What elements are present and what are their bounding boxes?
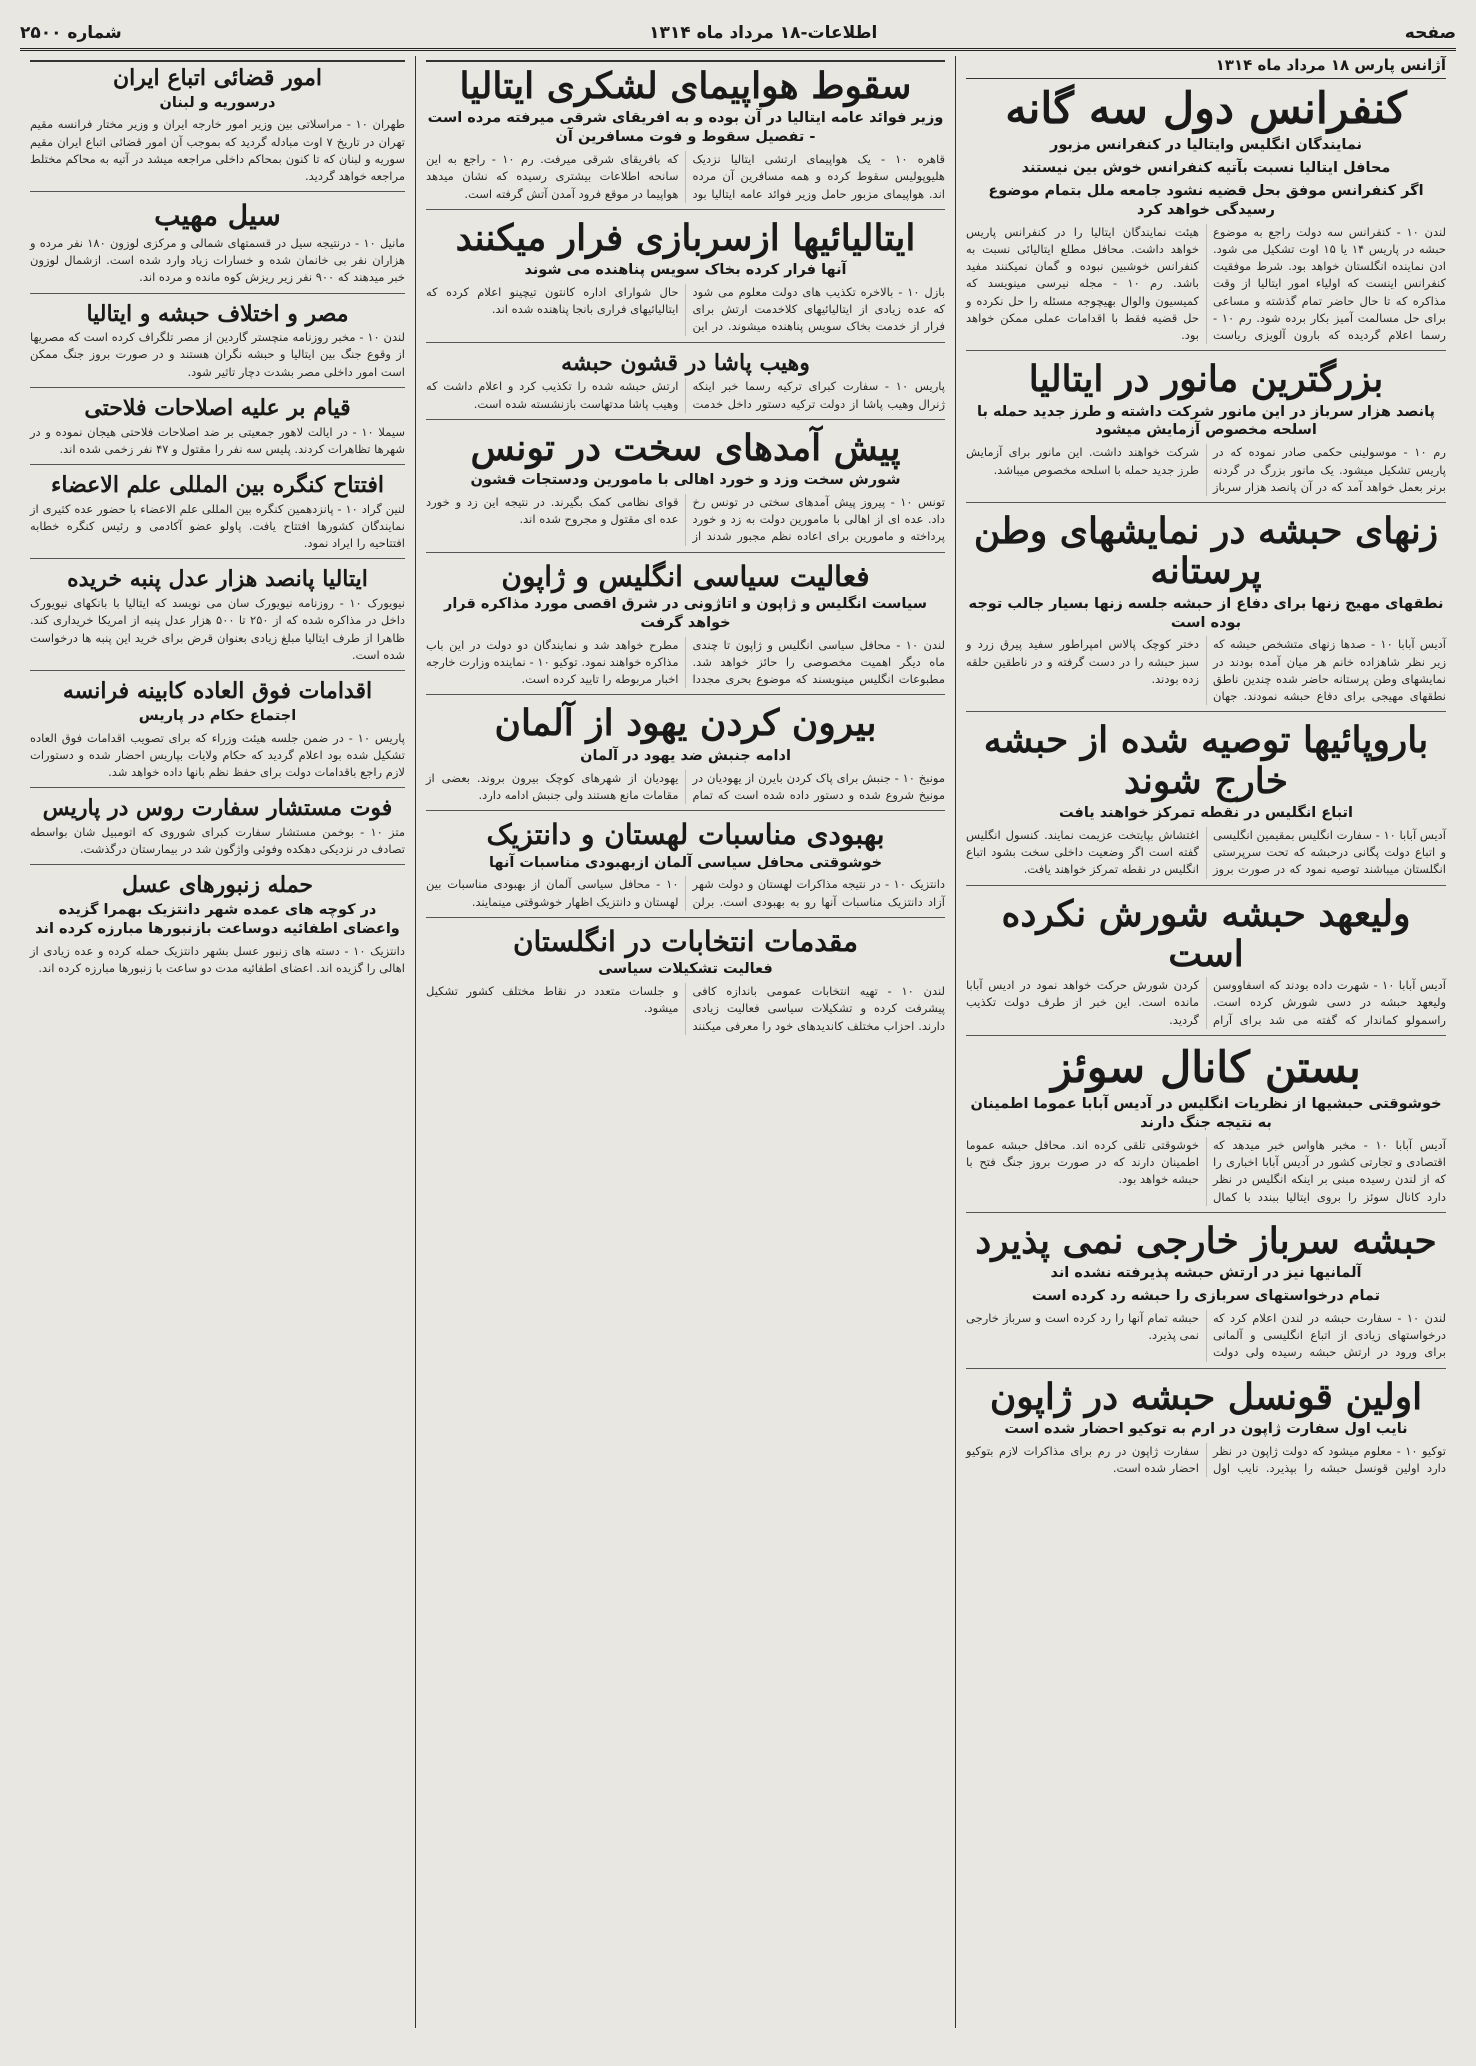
article [30,567,405,671]
article [426,819,945,918]
article-body: لنین گراد ۱۰ - پانزدهمین کنگره بین المللی علم الاعضاء با حضور عده کثیری از نمایندگان کشورها افتتاح یافت. پاولو عضو آکادمی و رئیس کنگره خطابه افتتاحیه را ایراد نمود. [30,501,406,551]
article-headline: فعالیت سیاسی انگلیس و ژاپون [501,559,870,593]
article-headline: بهبودی مناسبات لهستان و دانتزیک [486,818,885,852]
article-body: آدیس آبابا ۱۰ - صدها زنهای متشخص حبشه که زیر نظر شاهزاده خانم هر میان آمده بودند در نمایشهای وطن پرستانه حاضر شده چندین ناطق نطقهای مهیجی برای دفاع حبشه نمودند. جهان دختر کوچک پالاس امپراطور سفید پیرق زرد و سبز حبشه را در دست گرفته و در ناطقین حلقه زده بودند. [966,637,1446,704]
article-headline: افتتاح کنگره بین المللی علم الاعضاء [51,472,384,499]
article [30,679,405,788]
article-subheadline: ادامه جنبش ضد یهود در آلمان [580,747,791,764]
article-subheadline: وزیر فوائد عامه ایتالیا در آن بوده و به افریقای شرقی میرفته مرده است - تفصیل سقوط و فوت مسافرین آن [427,110,944,146]
article-headline: قیام بر علیه اصلاحات فلاحتی [84,394,351,421]
article-body: متز ۱۰ - بوخمن مستشار سفارت کبرای شوروی که اتومبیل شان بواسطه تصادف در نزدیکی دهکده وفوئی واژگون شد در بیمارستان درگذشت. [30,824,406,857]
article-subheadline: فعالیت تشکیلات سیاسی [598,961,773,978]
article-body: آدیس آبابا ۱۰ - مخبر هاواس خبر میدهد که اقتصادی و تجارتی کشور در آدیس آبابا اخباری را که از لندن رسیده مبنی بر اینکه انگلیس در نظر دارد کانال سوئز را بروی ایتالیا ببندد با کمال خوشوقتی تلقی کرده اند. محافل حبشه عموما اطمینان دارند که در صورت بروز جنگ فتح با حبشه خواهد بود. [966,1137,1446,1204]
article [30,200,405,293]
article-subheadline: خوشوقتی حبشیها از نظریات انگلیس در آدیس آبابا عموما اطمینان به نتیجه جنگ دارند [970,1096,1442,1131]
article [966,511,1446,712]
article-subheadline: خوشوقتی محافل سیاسی آلمان ازبهبودی مناسبات آنها [488,854,883,871]
article-headline: ایتالیا پانصد هزار عدل پنبه خریده [67,566,368,593]
article [426,428,945,553]
article-body: آدیس آبابا ۱۰ - شهرت داده بودند که اسفاووسن ولیعهد حبشه در دسی شورش کرده است. راسمولو کماندار که گفته می شد برای آرام کردن شورش حرکت خواهد نمود در ادیس آبابا مانده است. این خبر از طرف دولت تکذیب گردید. [966,978,1446,1027]
article-headline: بستن کانال سوئز [1051,1042,1361,1093]
article-headline: امور قضائی اتباع ایران [113,65,322,91]
article-subheadline: نطقهای مهیج زنها برای دفاع از حبشه جلسه زنها بسیار جالب توجه بوده است [968,595,1444,631]
article-subheadline: پانصد هزار سرباز در این مانور شرکت داشته و طرز جدید حمله با اسلحه مخصوص آزمایش میشود [977,403,1435,439]
article-body: دانتزیک ۱۰ - دسته های زنبور عسل بشهر دانتزیک حمله کرده و عده زیادی از اهالی را گزیده اند. اعضای اطفائیه مدت دو ساعت با زنبورها مبارزه کرده اند. [30,943,405,975]
article-body: دانتزیک ۱۰ - در نتیجه مذاکرات لهستان و دولت شهر آزاد دانتزیک مناسبات آنها رو به بهبودی است. برلن ۱۰ - محافل سیاسی آلمان از بهبودی مناسبات بین لهستان و دانتزیک اظهار خوشوقتی مینمایند. [426,877,946,909]
article-headline: مصر و اختلاف حبشه و ایتالیا [86,300,349,327]
article-headline: مقدمات انتخابات در انگلستان [512,924,859,958]
article-body: آدیس آبابا ۱۰ - سفارت انگلیس بمقیمین انگلیسی و اتباع دولت پگانی درحبشه که تحت سرپرستی انگلستان میباشند توصیه نمود که در صورت بروز اغتشاش بپایتخت عزیمت نمایند. کنسول انگلیس گفته است اگر وضعیت داخلی سخت بشود اتباع انگلیس در نقطه تمرکز خواهند یافت. [966,827,1446,877]
article [426,66,945,210]
article-headline: حمله زنبورهای عسل [121,872,314,899]
article-headline: اولین قونسل حبشه در ژاپون [989,1375,1423,1418]
article [966,894,1446,1036]
article-body: نیویورک ۱۰ - روزنامه نیویورک سان می نویسد که ایتالیا با بانکهای نیویورک داخل در مذاکره شده که از ۲۵۰ تا ۵۰۰ هزار عدل پنبه از امریکا خریداری کند. ظاهرا از طرف ایتالیا مبلغ زیادی بعنوان قرض برای خرید این پنبه ها درخواست شده است. [30,596,406,662]
article-body: بازل ۱۰ - بالاخره تکذیب های دولت معلوم می شود که عده زیادی از ایتالیائیهای کلاخدمت ارتش برای فرار از خدمت بخاک سویس پناهنده میشوند. در این حال شوارای اداره کانتون تیچینو اعلام کرده که ایتالیائیهای فراری بانجا پناهنده شده اند. [426,284,945,334]
article-headline: ولیعهد حبشه شورش نکرده است [1001,892,1411,975]
article [30,796,405,865]
masthead-center: اطلاعات-۱۸ مرداد ماه ۱۳۱۴ [649,23,878,43]
article [30,302,405,388]
columns [20,56,1456,2028]
column-left [20,56,416,2028]
column-left-rule [30,60,405,62]
article-body: تونس ۱۰ - پیروز پیش آمدهای سختی در تونس رخ داد. عده ای از اهالی با مامورین دولت به زد و خورد پرداخته و مامورین برای اعاده نظم مجبور شدند از قوای نظامی کمک بگیرند. در نتیجه این زد و خورد عده ای مقتول و مجروح شده اند. [426,494,945,544]
article-subheadline: شورش سخت وزد و خورد اهالی با مامورین ودستجات قشون [470,472,901,489]
article [966,1221,1446,1369]
article-headline: بزرگترین مانور در ایتالیا [1028,358,1384,401]
article-body: لندن ۱۰ - سفارت حبشه در لندن اعلام کرد که درخواستهای زیادی از اتباع انگلیسی و آلمانی برای ورود در ارتش حبشه رسیده ولی دولت حبشه تمام آنها را رد کرده است و سرباز خارجی نمی پذیرد. [966,1310,1446,1360]
article [30,396,405,465]
article-body: قاهره ۱۰ - یک هواپیمای ارتشی ایتالیا نزدیک هلیوپولیس سقوط کرده و همه مسافرین آن مرده اند. هواپیمای مزبور حامل وزیر فوائد عامه ایتالیا بود که بافریقای شرقی میرفت. رم ۱۰ - راجع به این سانحه اطلاعات بیشتری رسیده که نشان میدهد هواپیما در موقع فرود آمدن آتش گرفته است. [426,152,946,201]
article [966,85,1446,351]
article-headline: زنهای حبشه در نمایشهای وطن پرستانه [973,510,1439,593]
article-body: مونیخ ۱۰ - جنبش برای پاک کردن بایرن از یهودیان در مونیخ شروع شده و دستور داده شده است که تمام یهودیان از شهرهای کوچک بیرون بروند. بعضی از مقامات مانع هستند ولی جنبش ادامه دارد. [426,770,945,802]
article-headline: بیرون کردن یهود از آلمان [494,702,877,745]
article-subheadline: اگر کنفرانس موفق بحل قضیه نشود جامعه ملل بتمام موضوع رسیدگی خواهد کرد [988,182,1424,218]
article [966,359,1446,503]
article [426,926,945,1041]
article-headline: حبشه سرباز خارجی نمی پذیرد [975,1219,1437,1262]
masthead [20,18,1456,51]
article-body: مانیل ۱۰ - درنتیجه سیل در قسمتهای شمالی و مرکزی لوزون ۱۸۰ نفر مرده و هزاران نفر بی خانمان شده و خسارات زیاد وارد شده است. ازشمال لوزون خبر میدهند که ۹۰۰ نفر زیر ریزش کوه مانده و مرده اند. [30,235,405,285]
article-headline: وهیب پاشا در قشون حبشه [561,349,810,376]
article-subheadline: آنها فرار کرده بخاک سویس پناهنده می شوند [524,262,847,279]
article-subheadline: نایب اول سفارت ژاپون در ارم به توکیو احضار شده است [1004,1420,1408,1437]
newspaper-page [20,18,1456,2028]
article [426,351,945,420]
article-subheadline: آلمانیها نیز در ارتش حبشه پذیرفته نشده اند [1050,1265,1362,1282]
article [966,1044,1446,1213]
article-headline: سقوط هواپیمای لشکری ایتالیا [459,65,912,107]
article-body: لندن ۱۰ - مخبر روزنامه منچستر گاردین از مصر تلگراف کرده است که مصریها از وقوع جنگ بین ایتالیا و حبشه نگران هستند و در صورت بروز جنگ ممکن است امور داخلی مصر بشدت دچار تاثیر شود. [30,330,405,379]
column-right [956,56,1456,2028]
article-headline: فوت مستشار سفارت روس در پاریس [42,795,393,822]
article-body: توکیو ۱۰ - معلوم میشود که دولت ژاپون در نظر دارد اولین قونسل حبشه را بپذیرد. نایب اول سفارت ژاپون در رم برای مذاکرات لازم بتوکیو احضار شده است. [966,1443,1446,1475]
article-subheadline: اجتماع حکام در پاریس [138,707,297,724]
article-body: پاریس ۱۰ - در ضمن جلسه هیئت وزراء که برای تصویب اقدامات فوق العاده تشکیل شده بود اعلام گردید که حکام ولایات بپاریس احضار شده و دستورات لازم راجع باقدامات دولت برای حفظ نظم بانها داده خواهد شد. [30,730,405,780]
article-headline: کنفرانس دول سه گانه [1005,84,1407,134]
issue-number: شماره ۲۵۰۰ [20,23,122,43]
article [30,873,405,983]
column-middle-rule [426,60,945,62]
article-body: رم ۱۰ - موسولینی حکمی صادر نموده که در پاریس تشکیل میشود. یک مانور بزرگ در گردنه برنر بعمل خواهد آمد که در آن پانصد هزار سرباز شرکت خواهند داشت. این مانور برای آزمایش طرز جدید حمله با اسلحه مخصوص میباشد. [966,445,1446,494]
article-headline: پیش آمدهای سخت در تونس [470,426,901,469]
article [30,473,405,559]
article-subheadline: محافل ایتالیا نسبت بآتیه کنفرانس خوش بین نیستند [1021,160,1391,176]
article-body: سیملا ۱۰ - در ایالت لاهور جمعیتی بر ضد اصلاحات فلاحتی هیجان نموده و در شهرها تظاهرات کردند. پلیس سه نفر را مقتول و ۴۷ نفر زخمی شده اند. [30,424,405,456]
article [426,561,945,696]
article [30,66,405,192]
column-right-header: آژانس پارس ۱۸ مرداد ماه ۱۳۱۴ [966,56,1446,79]
article-body: طهران ۱۰ - مراسلاتی بین وزیر امور خارجه ایران و وزیر مختار فرانسه مقیم تهران در تاریخ ۷ اوت مبادله گردید که بموجب آن امور قضائی اتباع ایران مقیم سوریه و لبنان که تا کنون بمحاکم داخلی مراجعه میشد در آتیه به محاکم مختلط مراجعه خواهد گردید. [30,117,405,184]
article-subheadline: سیاست انگلیس و ژاپون و اتاژونی در شرق اقصی مورد مذاکره قرار خواهد گرفت [443,596,927,631]
article-subheadline: نمایندگان انگلیس وایتالیا در کنفرانس مزبور [1049,137,1362,154]
article-headline: ایتالیائیها ازسربازی فرار میکنند [455,216,916,259]
article-subheadline: در کوچه های عمده شهر دانتزیک بهمرا گزیده واعضای اطفائیه دوساعت بازنبورها مبارزه کرده اند [35,902,400,937]
article-headline: باروپائیها توصیه شده از حبشه خارج شوند [983,719,1429,802]
article [966,720,1446,885]
article-body: لندن ۱۰ - تهیه انتخابات عمومی باندازه کافی پیشرفت کرده و تشکیلات سیاسی فعالیت زیادی دارند. احزاب مختلف کاندیدهای خود را معرفی میکنند و جلسات متعدد در نقاط مختلف کشور تشکیل میشود. [426,984,945,1033]
article-subheadline: درسوریه و لبنان [159,94,276,111]
article-body: لندن ۱۰ - محافل سیاسی انگلیس و ژاپون تا چندی ماه دیگر اهمیت مخصوصی را حائز خواهد شد. مطبوعات انگلیس مینویسند که موضوع بحری مجددا مطرح خواهد شد و نمایندگان دو دولت در این باب مذاکره خواهند نمود. توکیو ۱۰ - نماینده وزارت خارجه اخبار مربوطه را تایید کرده است. [426,637,945,687]
article-headline: سیل مهیب [154,199,281,233]
page-label: صفحه [1404,23,1456,43]
article-body: لندن ۱۰ - کنفرانس سه دولت راجع به موضوع حبشه در پاریس ۱۴ یا ۱۵ اوت تشکیل می شود. ادن نماینده انگلستان خواهد بود. شرط موفقیت کنفرانس اینست که اولیاء امور ایتالیا از وقت مذاکره که تا حال حاضر تمام گذشته و مساعی برای حل مسالمت آمیز بکار برده شود. رم ۱۰ - رسما اعلام گردیده که بارون آلویزی ریاست هیئت نمایندگان ایتالیا را در کنفرانس پاریس خواهد داشت. محافل مطلع ایتالیائی نسبت به کنفرانس خوشبین نبوده و گمان نمیکنند مفید باشد. رم ۱۰ - مجله نیرسی مینویسد که کمیسیون والوال بهیچوجه مسئله را حل نکرده و حل قضیه فقط با اقدامات عملی ممکن خواهد بود. [966,224,1447,343]
article-subheadline: تمام درخواستهای سربازی را حبشه رد کرده است [1031,1287,1381,1304]
article [966,1377,1446,1484]
article-subheadline: اتباع انگلیس در نقطه تمرکز خواهند یافت [1059,804,1353,821]
article-headline: اقدامات فوق العاده کابینه فرانسه [62,678,373,705]
column-middle [416,56,956,2028]
article [426,703,945,811]
article-body: پاریس ۱۰ - سفارت کبرای ترکیه رسما خبر اینکه ژنرال وهیب پاشا از دولت ترکیه دستور داخل خدمت ارتش حبشه شده را تکذیب کرد و اعلام داشت که وهیب پاشا مدتهاست بازنشسته شده است. [426,379,945,411]
article [426,218,945,343]
